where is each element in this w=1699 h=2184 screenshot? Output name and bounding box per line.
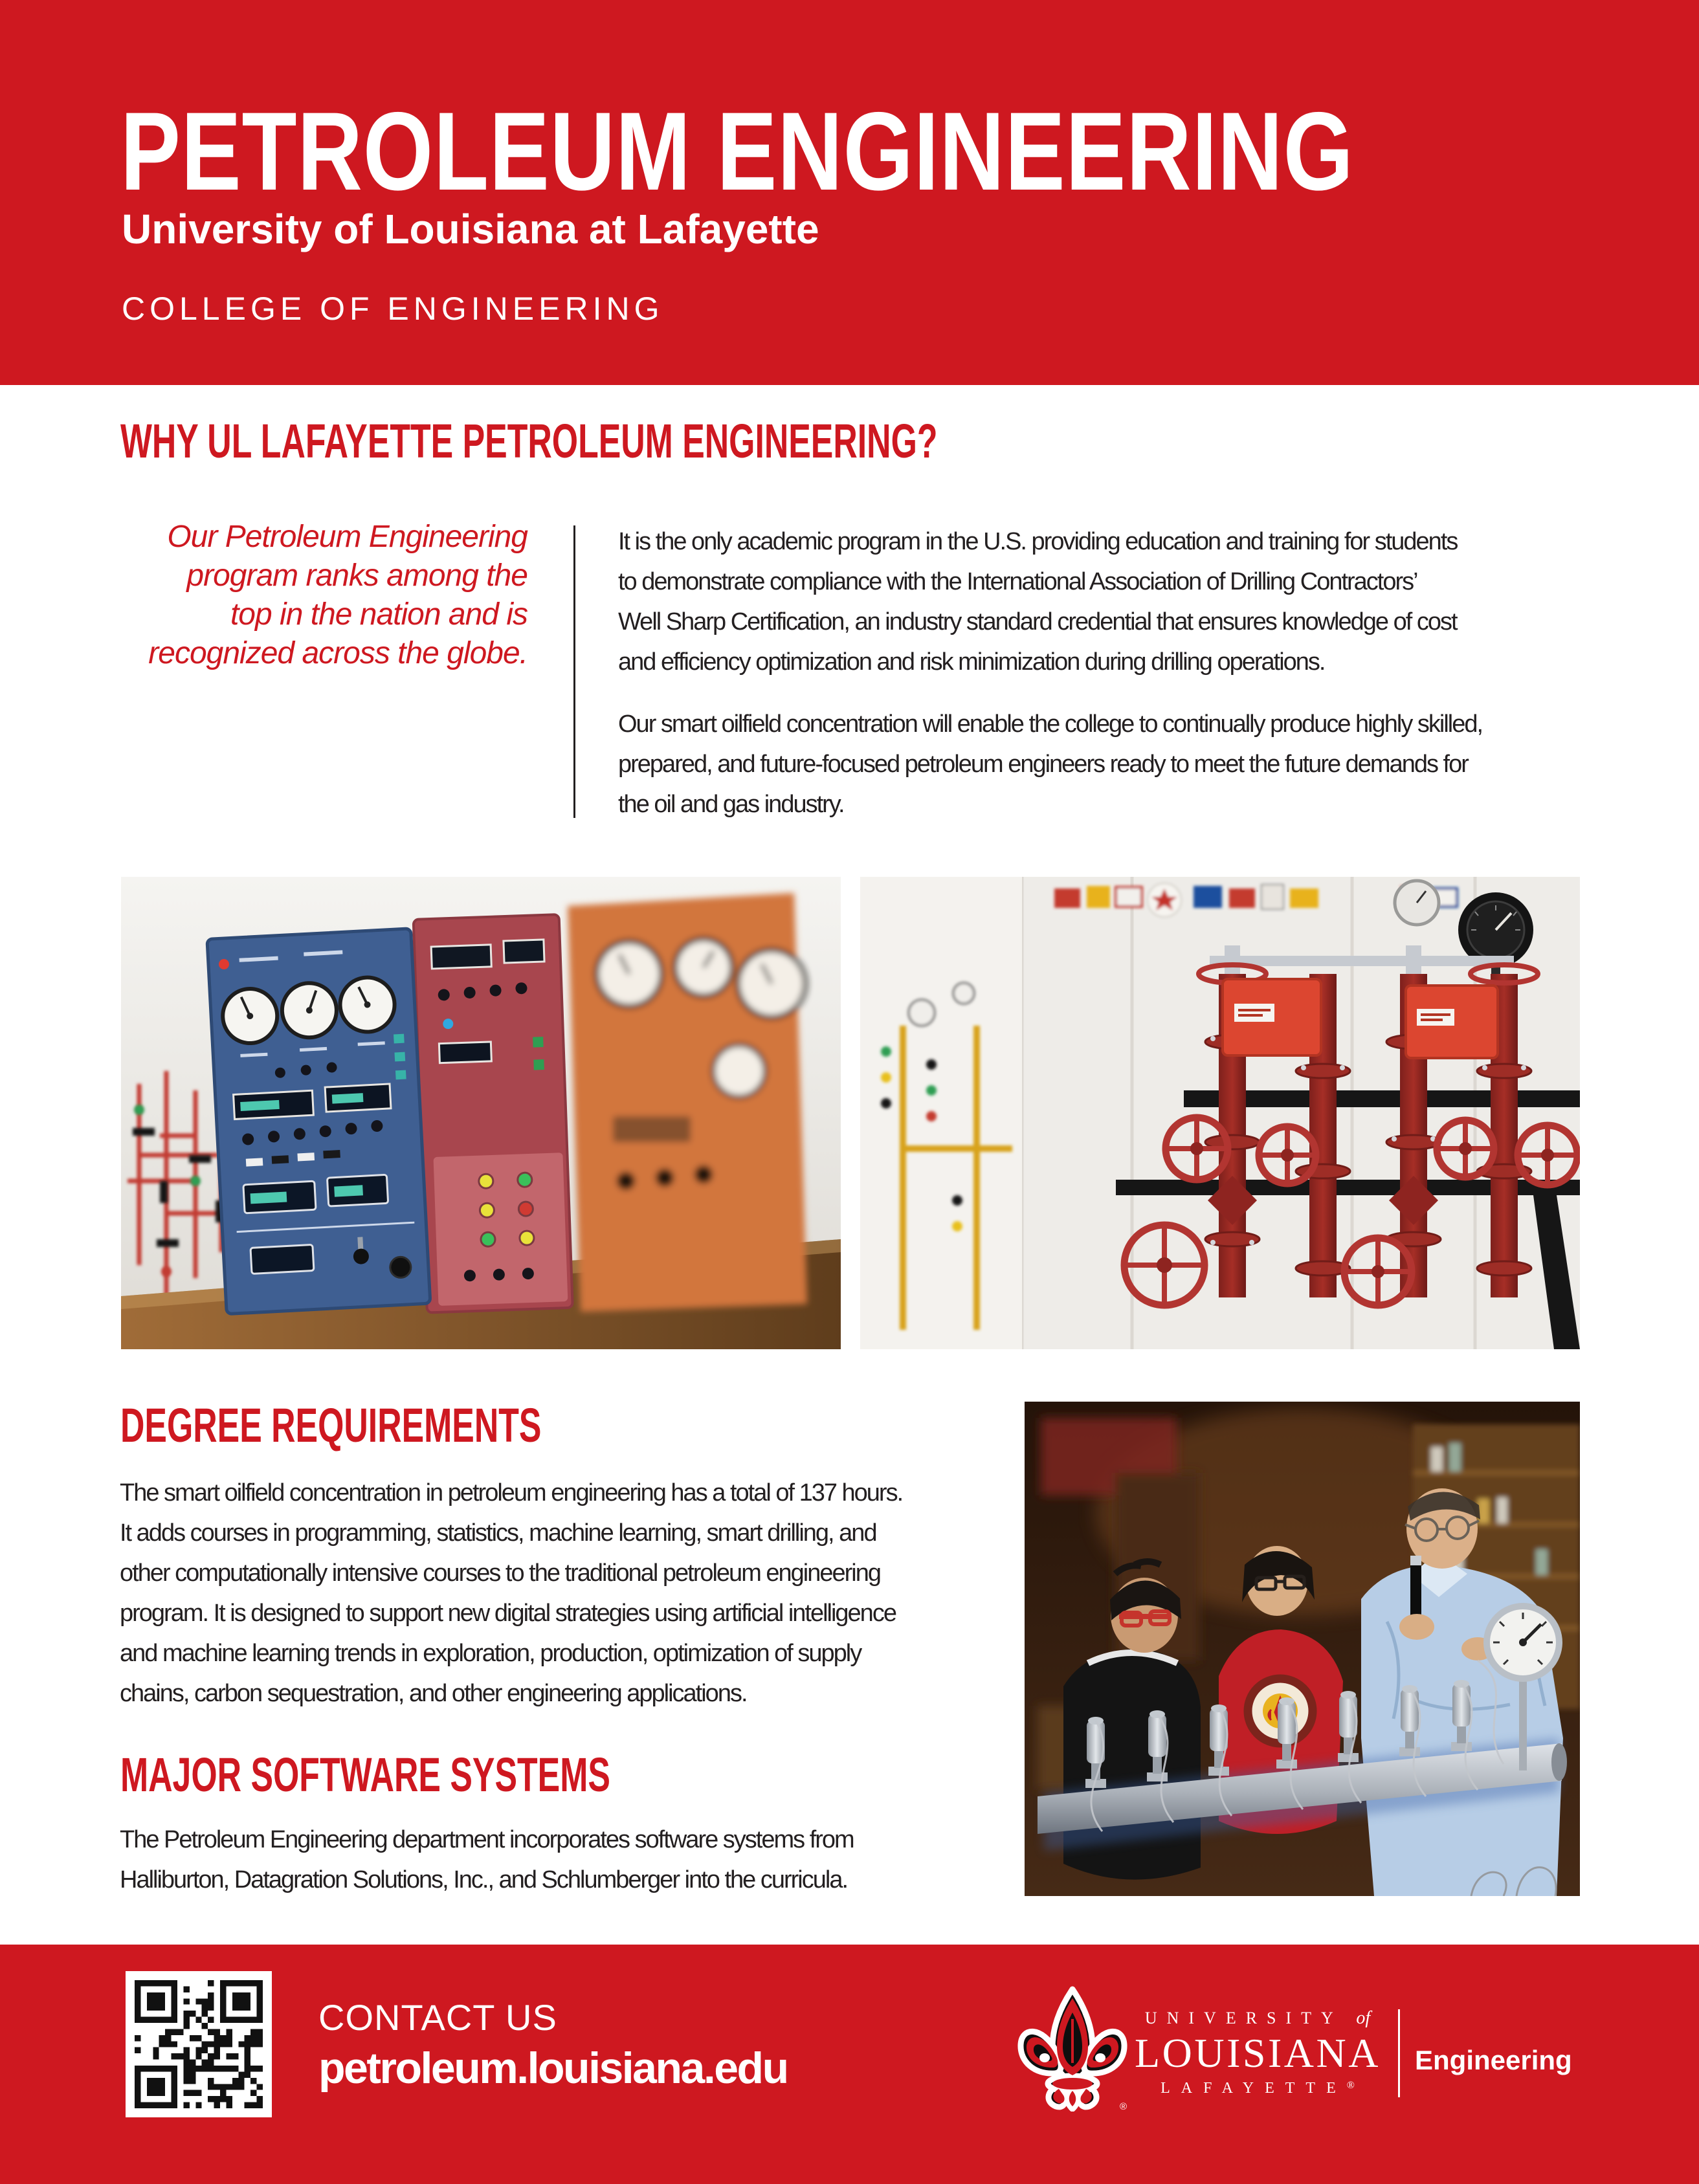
why-text-column — [618, 522, 1602, 824]
text-line: Our Petroleum Engineering — [167, 520, 527, 554]
degree-section-heading: DEGREE REQUIREMENTS — [120, 1398, 542, 1452]
registered-mark: ® — [1346, 2080, 1355, 2091]
lockup-university-word: UNIVERSITY — [1144, 2009, 1342, 2027]
text-line: Well Sharp Certification, an industry standard credential that ensures knowledge of cost — [618, 608, 1457, 635]
footer-band — [0, 1945, 1699, 2184]
control-panels-illustration — [121, 877, 841, 1349]
university-lockup — [1135, 2009, 1381, 2096]
photo-lab-people — [1025, 1402, 1580, 1896]
text-line: It adds courses in programming, statistics, machine learning, smart drilling, and — [120, 1519, 876, 1547]
page-title: PETROLEUM ENGINEERING — [120, 89, 1354, 214]
why-paragraph-2 — [618, 704, 1602, 824]
lab-people-illustration — [1025, 1402, 1580, 1896]
why-section-heading: WHY UL LAFAYETTE PETROLEUM ENGINEERING? — [120, 414, 938, 468]
software-paragraph — [120, 1820, 1026, 1900]
qr-pattern — [135, 1980, 263, 2108]
text-line: other computationally intensive courses to the traditional petroleum engineering — [120, 1560, 881, 1587]
software-section-heading: MAJOR SOFTWARE SYSTEMS — [120, 1748, 610, 1802]
logo-divider — [1398, 2009, 1400, 2097]
text-line: chains, carbon sequestration, and other engineering applications. — [120, 1680, 747, 1707]
text-line: Halliburton, Datagration Solutions, Inc., and Schlumberger into the curricula. — [120, 1866, 848, 1893]
website-link[interactable]: petroleum.louisiana.edu — [318, 2044, 788, 2093]
why-paragraph-1 — [618, 522, 1602, 682]
text-line: The smart oilfield concentration in petroleum engineering has a total of 137 hours. — [120, 1479, 903, 1506]
lockup-of-word: of — [1356, 2008, 1371, 2028]
engineering-label: Engineering — [1415, 2045, 1572, 2075]
text-line: program. It is designed to support new digital strategies using artificial intelligence — [120, 1600, 896, 1627]
text-line: and machine learning trends in exploration, production, optimization of supply — [120, 1640, 861, 1667]
page-subtitle: University of Louisiana at Lafayette — [122, 206, 819, 252]
text-line: and efficiency optimization and risk minimization during drilling operations. — [618, 648, 1325, 676]
qr-code — [126, 1971, 272, 2117]
text-line: the oil and gas industry. — [618, 791, 844, 818]
lockup-name: LOUISIANA — [1135, 2030, 1381, 2076]
photo-control-panels — [121, 877, 841, 1349]
text-line: program ranks among the — [186, 558, 527, 593]
lockup-city-word: LAFAYETTE — [1160, 2080, 1347, 2097]
contact-us-label: CONTACT US — [318, 1997, 557, 2038]
text-line: to demonstrate compliance with the International Association of Drilling Contractors’ — [618, 568, 1417, 595]
header-band — [0, 0, 1699, 385]
svg-text:®: ® — [1120, 2101, 1127, 2112]
lockup-city-line — [1135, 2080, 1381, 2096]
fleur-de-lis-icon — [1016, 1985, 1129, 2112]
text-line: It is the only academic program in the U.S. providing education and training for students — [618, 528, 1458, 555]
lockup-university-line — [1135, 2009, 1381, 2027]
text-line: prepared, and future-focused petroleum engineers ready to meet the future demands for — [618, 751, 1468, 778]
text-line: recognized across the globe. — [148, 636, 527, 670]
text-line: Our smart oilfield concentration will enable the college to continually produce highly skilled, — [618, 711, 1483, 738]
text-line: top in the nation and is — [230, 597, 527, 632]
pull-quote — [120, 518, 527, 673]
text-line: The Petroleum Engineering department incorporates software systems from — [120, 1826, 854, 1853]
photo-valve-manifold — [860, 877, 1580, 1349]
column-divider — [573, 525, 575, 818]
college-label: COLLEGE OF ENGINEERING — [122, 291, 664, 327]
valve-manifold-illustration — [860, 877, 1580, 1349]
degree-paragraph — [120, 1473, 1026, 1714]
